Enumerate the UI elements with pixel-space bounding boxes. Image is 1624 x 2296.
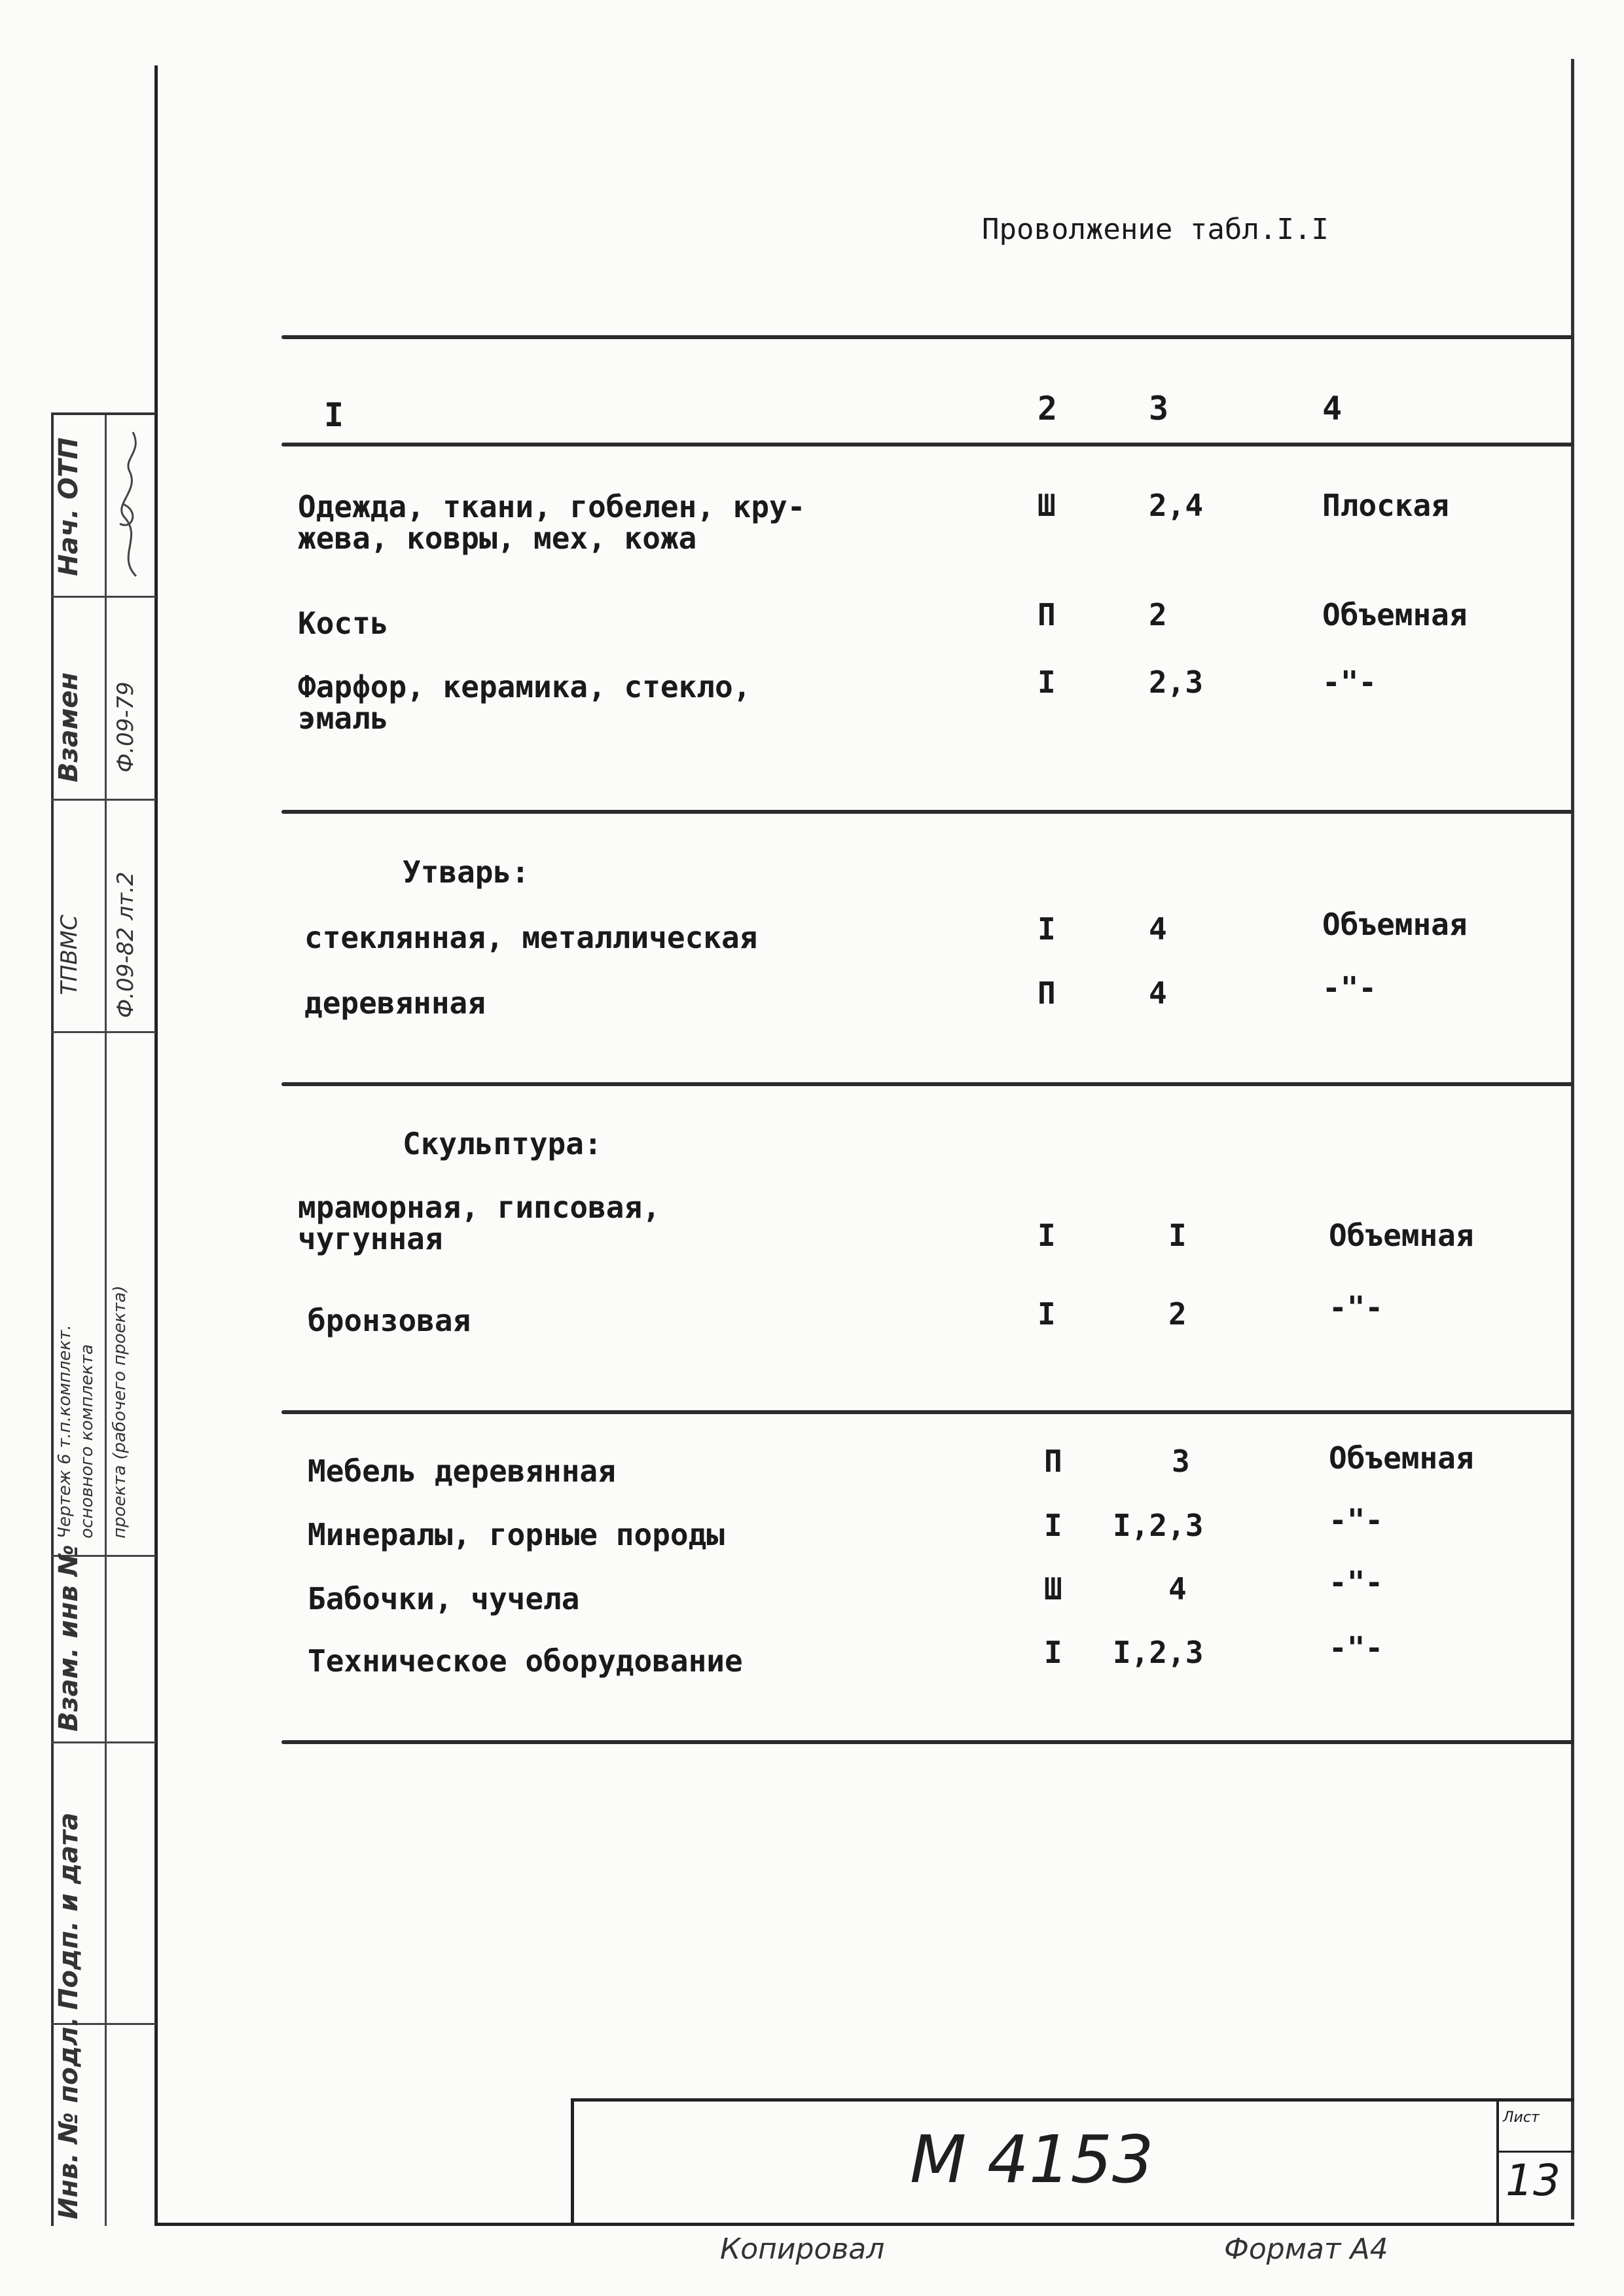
side-stamp-divider <box>51 799 156 801</box>
row-type: Объемная <box>1329 1218 1474 1253</box>
row-mode: 2,3 <box>1149 665 1204 700</box>
stamp-note-line-2: основного комплекта <box>77 1344 97 1539</box>
column-header-1: I <box>324 396 344 434</box>
row-name: Мебель деревянная <box>308 1453 616 1489</box>
row-group: П <box>1044 1444 1062 1479</box>
sheet-label: Лист <box>1503 2109 1540 2126</box>
row-mode: 2,4 <box>1149 488 1204 523</box>
stamp-tp-value: Ф.09-82 лт.2 <box>113 871 139 1018</box>
row-type: -"- <box>1329 1503 1384 1538</box>
row-name: деревянная <box>304 985 486 1021</box>
stamp-vzamen: Взамен <box>54 672 84 782</box>
row-name: Техническое оборудование <box>308 1643 743 1679</box>
row-name: Кость <box>298 606 389 641</box>
table-rule-section <box>281 1410 1574 1414</box>
row-type: -"- <box>1322 665 1377 700</box>
row-type: -"- <box>1322 970 1377 1006</box>
stamp-vzam-inv: Взам. инв № <box>54 1544 84 1732</box>
stamp-inv-podl: Инв. № подл. <box>54 2016 84 2219</box>
row-mode: 4 <box>1149 975 1167 1011</box>
row-group: I <box>1038 1218 1056 1253</box>
row-name: мраморная, гипсовая, чугунная <box>298 1190 660 1256</box>
row-type: Объемная <box>1322 907 1468 942</box>
stamp-tp-label: ТПВМС <box>56 915 82 995</box>
stamp-note-line-1: Чертеж 6 т.п.комплект. <box>55 1324 75 1539</box>
row-mode: 2 <box>1168 1296 1187 1332</box>
table-rule-section <box>281 1082 1574 1086</box>
table-rule-header <box>281 443 1574 446</box>
stamp-vzamen-value: Ф.09-79 <box>113 682 139 773</box>
row-mode: I <box>1168 1218 1187 1253</box>
title-block-sheet-line <box>1496 2151 1574 2153</box>
frame-right-border <box>1571 59 1574 2219</box>
row-group: I <box>1038 665 1056 700</box>
row-mode: 3 <box>1172 1444 1190 1479</box>
row-group: П <box>1038 975 1056 1011</box>
row-mode: I,2,3 <box>1113 1635 1204 1670</box>
footer-format: Формат А4 <box>1224 2232 1388 2266</box>
row-mode: I,2,3 <box>1113 1508 1204 1543</box>
row-group: I <box>1038 911 1056 947</box>
group-heading-sculpture: Скульптура: <box>403 1126 602 1161</box>
stamp-nach-otp: Нач. ОТП <box>54 437 84 576</box>
row-name: Минералы, горные породы <box>308 1517 725 1552</box>
stamp-podp-data: Подп. и дата <box>54 1812 84 2010</box>
table-rule-section <box>281 810 1574 814</box>
side-stamp-top-line <box>51 412 156 415</box>
side-stamp-divider <box>51 596 156 598</box>
group-heading-utensils: Утварь: <box>403 854 530 890</box>
sheet-number: 13 <box>1506 2155 1561 2206</box>
row-group: I <box>1044 1508 1062 1543</box>
row-type: -"- <box>1329 1630 1384 1666</box>
signature-icon <box>110 426 151 583</box>
row-group: Ш <box>1044 1571 1062 1607</box>
row-name: стеклянная, металлическая <box>304 920 758 955</box>
column-header-3: 3 <box>1149 390 1169 428</box>
column-header-4: 4 <box>1322 390 1343 428</box>
row-mode: 4 <box>1149 911 1167 947</box>
row-type: -"- <box>1329 1290 1384 1325</box>
row-type: -"- <box>1329 1565 1384 1600</box>
table-continuation-heading: Проволжение табл.I.I <box>982 213 1329 246</box>
table-rule-top <box>281 335 1574 339</box>
row-group: I <box>1044 1635 1062 1670</box>
side-stamp-mid-line <box>105 412 107 2226</box>
table-rule-bottom <box>281 1740 1574 1744</box>
title-block-split-line <box>1496 2098 1499 2223</box>
document-code: М 4153 <box>910 2121 1154 2198</box>
row-type: Плоская <box>1322 488 1449 523</box>
side-stamp-divider <box>51 1741 156 1743</box>
row-group: П <box>1038 597 1056 632</box>
row-mode: 4 <box>1168 1571 1187 1607</box>
frame-left-border <box>154 65 158 2226</box>
frame-bottom-border <box>154 2223 1574 2226</box>
row-mode: 2 <box>1149 597 1167 632</box>
row-name: бронзовая <box>308 1303 471 1338</box>
row-name: Бабочки, чучела <box>308 1581 580 1616</box>
side-stamp-divider <box>51 1031 156 1033</box>
row-type: Объемная <box>1322 597 1468 632</box>
row-group: I <box>1038 1296 1056 1332</box>
footer-copied-by: Копировал <box>720 2232 885 2266</box>
row-type: Объемная <box>1329 1440 1474 1476</box>
row-group: Ш <box>1038 488 1056 523</box>
stamp-note-line-3: проекта (рабочего проекта) <box>110 1285 130 1539</box>
column-header-2: 2 <box>1038 390 1058 428</box>
row-name: Фарфор, керамика, стекло, эмаль <box>298 669 751 736</box>
row-name: Одежда, ткани, гобелен, кру- жева, ковры, мех, кожа <box>298 489 806 556</box>
